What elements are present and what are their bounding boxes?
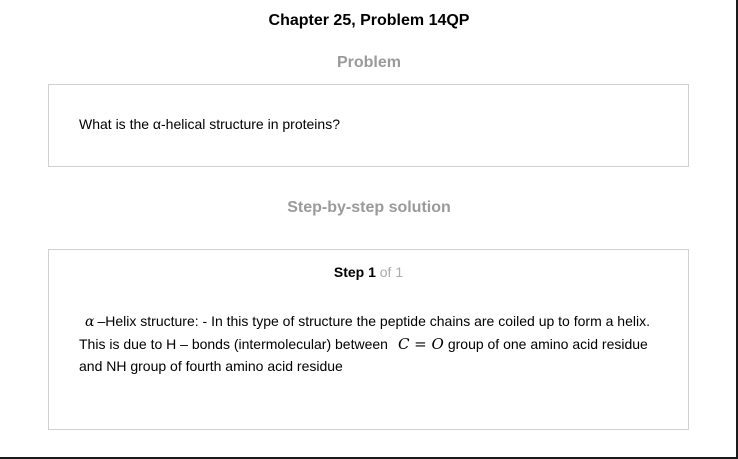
problem-box xyxy=(48,84,689,167)
step-number: Step 1 xyxy=(333,264,376,280)
step-total: of 1 xyxy=(379,264,404,280)
step-indicator xyxy=(49,264,688,280)
answer-text-1: Helix structure: - In this type of structure the peptide chains are coiled up to form a helix. This is due to H – bonds (intermolecular) between xyxy=(79,313,650,352)
alpha-symbol: α xyxy=(85,314,95,330)
page-title: Chapter 25, Problem 14QP xyxy=(268,12,470,29)
formula-c-equals-o: C = O xyxy=(397,335,444,353)
alpha-dash: – xyxy=(97,313,106,329)
problem-heading: Problem xyxy=(336,54,401,71)
answer-text-2: group of one amino acid residue and NH group of fourth amino acid residue xyxy=(79,336,648,374)
step-answer xyxy=(79,310,669,377)
solution-heading: Step-by-step solution xyxy=(287,199,451,216)
step-box xyxy=(48,249,689,430)
problem-text: What is the α-helical structure in proteins? xyxy=(79,116,340,132)
